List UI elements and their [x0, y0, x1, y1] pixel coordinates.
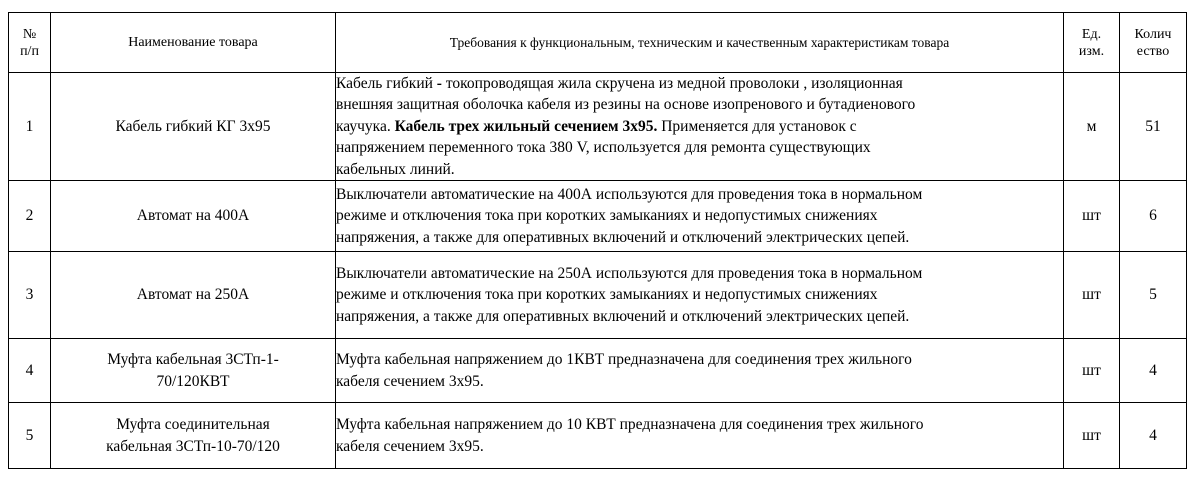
quantity: 4: [1120, 339, 1187, 403]
unit: м: [1064, 73, 1120, 181]
table-row: [9, 339, 1187, 403]
product-description: Муфта кабельная напряжением до 10 КВТ предназначена для соединения трех жильного кабеля сечением 3х95.: [336, 403, 1064, 469]
specification-table: [8, 12, 1187, 469]
product-description: Выключатели автоматические на 250А используются для проведения тока в нормальном режиме и отключения тока при коротких замыканиях и недопустимых снижениях напряжения, а также для оперативных включений и отключений электрических цепей.: [336, 252, 1064, 339]
desc-line-rich: каучука. Кабель трех жильный сечением 3х95. Применяется для установок с: [336, 117, 857, 135]
product-name: Муфта кабельная 3СТп-1- 70/120КВТ: [51, 339, 336, 403]
row-number: 2: [9, 181, 51, 252]
product-name: Автомат на 400А: [51, 181, 336, 252]
table-row: [9, 403, 1187, 469]
row-number: 3: [9, 252, 51, 339]
header-name: Наименование товара: [51, 13, 336, 73]
header-number: № п/п: [9, 13, 51, 73]
header-requirements: Требования к функциональным, техническим и качественным характеристикам товара: [336, 13, 1064, 73]
header-quantity: Колич ество: [1120, 13, 1187, 73]
row-number: 5: [9, 403, 51, 469]
unit: шт: [1064, 339, 1120, 403]
table-row: [9, 181, 1187, 252]
product-description: Кабель гибкий - токопроводящая жила скручена из медной проволоки , изоляционная внешняя защитная оболочка кабеля из резины на основе изопренового и бутадиенового каучука. Кабель трех жильный сечением 3х95. Применяется для установок с напряжением переменного тока 380 V, используется для ремонта существующих кабельных линий.: [336, 73, 1064, 181]
product-description: Выключатели автоматические на 400А используются для проведения тока в нормальном режиме и отключения тока при коротких замыканиях и недопустимых снижениях напряжения, а также для оперативных включений и отключений электрических цепей.: [336, 181, 1064, 252]
quantity: 51: [1120, 73, 1187, 181]
product-name: Муфта соединительная кабельная 3СТп-10-70/120: [51, 403, 336, 469]
table-row: [9, 73, 1187, 181]
product-name: Кабель гибкий КГ 3х95: [51, 73, 336, 181]
unit: шт: [1064, 252, 1120, 339]
row-number: 4: [9, 339, 51, 403]
quantity: 6: [1120, 181, 1187, 252]
quantity: 4: [1120, 403, 1187, 469]
unit: шт: [1064, 181, 1120, 252]
unit: шт: [1064, 403, 1120, 469]
header-unit: Ед. изм.: [1064, 13, 1120, 73]
header-row: [9, 13, 1187, 73]
product-description: Муфта кабельная напряжением до 1КВТ предназначена для соединения трех жильного кабеля сечением 3х95.: [336, 339, 1064, 403]
product-name: Автомат на 250А: [51, 252, 336, 339]
quantity: 5: [1120, 252, 1187, 339]
row-number: 1: [9, 73, 51, 181]
table-row: [9, 252, 1187, 339]
